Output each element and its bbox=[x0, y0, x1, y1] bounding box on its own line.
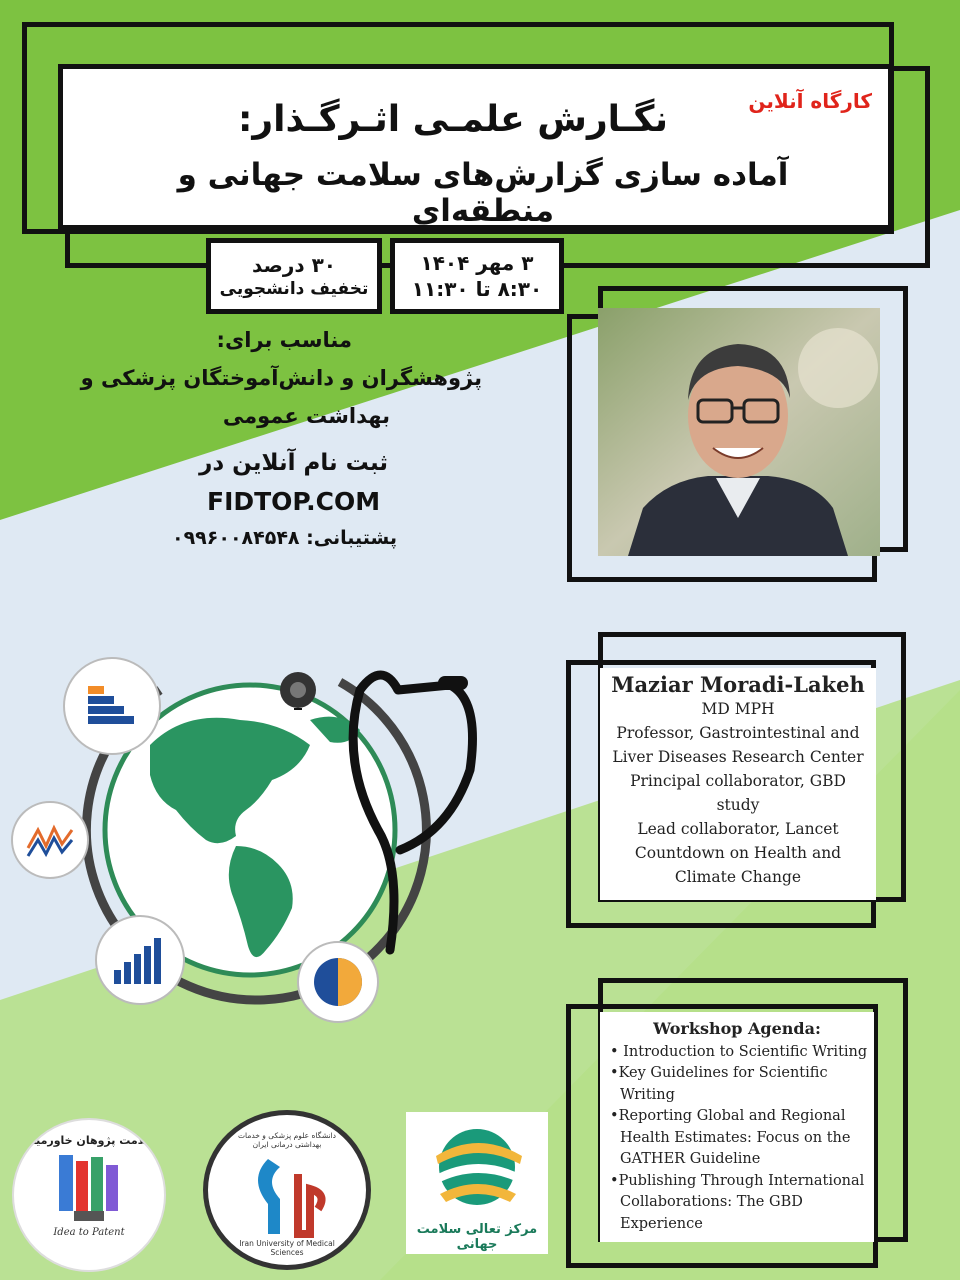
speaker-degree: MD MPH bbox=[701, 700, 775, 718]
header-box bbox=[58, 64, 893, 230]
speaker-line: Countdown on Health and bbox=[634, 844, 842, 862]
discount-label: تخفیف دانشجویی bbox=[219, 279, 369, 299]
speaker-portrait-icon bbox=[598, 308, 880, 556]
logo-right-text: مرکز تعالی سلامت جهانی bbox=[416, 1222, 538, 1252]
lightbulb-icon bbox=[14, 1147, 164, 1227]
logo-middle-text-top: دانشگاه علوم پزشکی و خدمات بهداشتی درمانی ایران bbox=[237, 1131, 337, 1149]
logo-iums bbox=[203, 1110, 371, 1270]
page-title: نگـارش علمـی اثـرگـذار: bbox=[238, 99, 668, 140]
agenda-item-text: Health Estimates: Focus on the bbox=[620, 1129, 851, 1146]
registration-heading: ثبت نام آنلاین در bbox=[199, 450, 388, 476]
registration-site-link[interactable]: FIDTOP.COM bbox=[207, 487, 381, 516]
globe-stethoscope-illustration bbox=[10, 650, 530, 1030]
logo-middle-text-bottom: Iran University of Medical Sciences bbox=[239, 1239, 335, 1257]
support-phone: پشتیبانی: ۰۹۹۶۰۰۸۴۵۴۸ bbox=[171, 527, 397, 549]
agenda-item: •Reporting Global and Regional Health Estimates: Focus on the GATHER Guideline bbox=[600, 1106, 874, 1171]
agenda-item: •Key Guidelines for Scientific Writing bbox=[600, 1063, 874, 1106]
agenda-box bbox=[600, 1012, 874, 1242]
speaker-line: Lead collaborator, Lancet bbox=[637, 820, 839, 838]
agenda-item-text: Reporting Global and Regional bbox=[618, 1108, 846, 1124]
agenda-item: •Publishing Through International Collaborations: The GBD Experience bbox=[600, 1171, 874, 1236]
workshop-tag: کارگاه آنلاین bbox=[748, 89, 872, 113]
agenda-title: Workshop Agenda: bbox=[653, 1019, 821, 1038]
logo-salamat-pajoohan bbox=[12, 1118, 166, 1272]
agenda-item-text: Publishing Through International bbox=[618, 1172, 865, 1189]
agenda-item: • Introduction to Scientific Writing bbox=[610, 1043, 868, 1060]
time-text: ۸:۳۰ تا ۱۱:۳۰ bbox=[411, 277, 543, 301]
date-box bbox=[390, 238, 564, 314]
agenda-item-text: Key Guidelines for Scientific bbox=[618, 1065, 828, 1081]
speaker-photo bbox=[598, 308, 880, 556]
speaker-line: study bbox=[716, 796, 760, 814]
pie-chart-icon bbox=[314, 958, 362, 1006]
discount-percent: ۳۰ درصد bbox=[251, 253, 337, 277]
speaker-name: Maziar Moradi-Lakeh bbox=[611, 672, 865, 697]
audience-line1: پژوهشگران و دانش‌آموختگان پزشکی و bbox=[80, 366, 482, 390]
audience-heading: مناسب برای: bbox=[216, 328, 352, 352]
agenda-item-text: Collaborations: The GBD bbox=[620, 1194, 803, 1210]
global-health-logo-icon bbox=[406, 1112, 548, 1212]
agenda-item-text: GATHER Guideline bbox=[620, 1151, 761, 1167]
audience-line2: بهداشت عمومی bbox=[222, 404, 390, 428]
speaker-line: Climate Change bbox=[674, 868, 802, 886]
agenda-item-text: Introduction to Scientific Writing bbox=[623, 1043, 868, 1060]
speaker-line: Liver Diseases Research Center bbox=[612, 748, 864, 766]
discount-box bbox=[206, 238, 382, 314]
logo-left-text-bottom: Idea to Patent bbox=[53, 1227, 125, 1238]
logo-global-health-excellence bbox=[406, 1112, 548, 1254]
iums-emblem-icon bbox=[208, 1149, 368, 1239]
speaker-line: Professor, Gastrointestinal and bbox=[616, 724, 860, 742]
page-subtitle: آماده سازی گزارش‌های سلامت جهانی و منطقه‌ای bbox=[177, 157, 789, 229]
date-text: ۳ مهر ۱۴۰۴ bbox=[420, 251, 534, 275]
logo-left-text-top: سلامت پژوهان خاورمیانه bbox=[21, 1134, 157, 1147]
agenda-item-text: Experience bbox=[620, 1215, 703, 1232]
speaker-line: Principal collaborator, GBD bbox=[630, 772, 846, 790]
speaker-info bbox=[600, 668, 876, 900]
agenda-item-text: Writing bbox=[620, 1086, 675, 1103]
